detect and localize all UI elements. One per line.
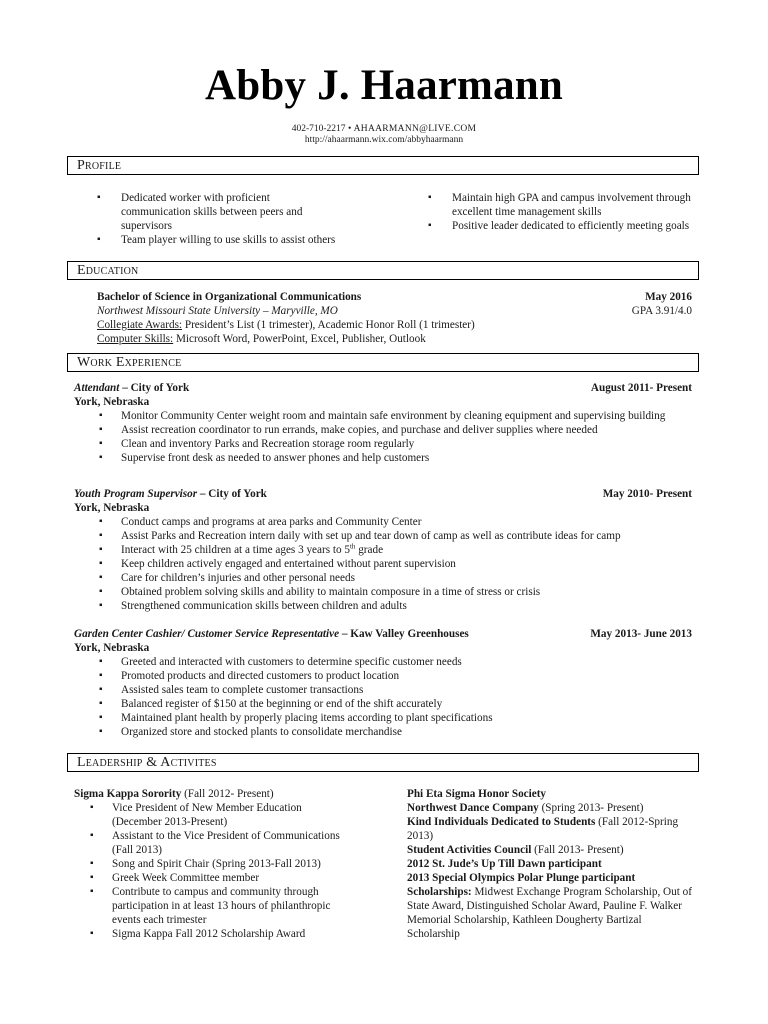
org-date: (Fall 2012- Present): [181, 788, 274, 800]
job-date: May 2013- June 2013: [590, 628, 692, 640]
work-heading-label: Work Experience: [77, 355, 182, 370]
activity-name: Northwest Dance Company: [407, 802, 539, 814]
list-item: ▪ Maintained plant health by properly placing items according to plant specifications: [121, 711, 692, 725]
education-heading-label: Education: [77, 263, 139, 278]
job-role: Attendant: [74, 382, 120, 394]
contact-block: [0, 124, 768, 146]
job-role: Youth Program Supervisor: [74, 488, 198, 500]
list-item: ▪ Maintain high GPA and campus involvement through excellent time management skills: [428, 191, 698, 219]
list-item: [407, 871, 692, 885]
job-role: Garden Center Cashier/ Customer Service Representative: [74, 628, 340, 640]
list-item: ▪ Balanced register of $150 at the beginning or end of the shift accurately: [121, 697, 692, 711]
leadership-heading-label: Leadership & Activites: [77, 755, 217, 770]
list-item: ▪ Sigma Kappa Fall 2012 Scholarship Award: [112, 927, 346, 941]
superscript: th: [349, 542, 356, 551]
job-employer: – City of York: [197, 488, 267, 500]
activity-name: Phi Eta Sigma Honor Society: [407, 788, 547, 800]
education-heading: [67, 261, 699, 280]
list-item: [407, 787, 692, 801]
job-entry: [74, 381, 692, 465]
org-name: Sigma Kappa Sorority: [74, 788, 182, 800]
activity-name: Kind Individuals Dedicated to Students: [407, 816, 596, 828]
awards-text: President’s List (1 trimester), Academic Honor Roll (1 trimester): [182, 319, 475, 331]
job-date: August 2011- Present: [590, 382, 692, 394]
activity-detail: (Spring 2013- Present): [538, 802, 644, 814]
list-item: ▪ Organized store and stocked plants to consolidate merchandise: [121, 725, 692, 739]
list-item: [407, 801, 692, 815]
list-item: ▪ Conduct camps and programs at area parks and Community Center: [121, 515, 692, 529]
job-location: York, Nebraska: [74, 396, 150, 408]
list-item: ▪ Vice President of New Member Education (December 2013-Present): [112, 801, 346, 829]
list-item: ▪ Keep children actively engaged and entertained without parent supervision: [121, 557, 692, 571]
list-item: [407, 885, 692, 941]
degree-title: Bachelor of Science in Organizational Communications: [97, 291, 362, 303]
degree-date: May 2016: [645, 291, 692, 303]
list-item-tail: grade: [355, 544, 384, 556]
list-item: ▪ Song and Spirit Chair (Spring 2013-Fall 2013): [112, 857, 346, 871]
school-name: Northwest Missouri State University – Maryville, MO: [97, 305, 338, 317]
computer-skills: [97, 332, 692, 346]
activity-name: 2013 Special Olympics Polar Plunge participant: [407, 872, 636, 884]
activity-detail: (Fall 2012-Spring 2013): [407, 816, 679, 842]
list-item-text: Interact with 25 children at a time ages 3 years to 5: [121, 544, 350, 556]
skills-text: Microsoft Word, PowerPoint, Excel, Publisher, Outlook: [173, 333, 426, 345]
list-item: [407, 815, 692, 843]
list-item: ▪ Dedicated worker with proficient communication skills between peers and supervisors: [97, 191, 337, 233]
list-item: ▪ Team player willing to use skills to assist others: [97, 233, 337, 247]
activity-name: Student Activities Council: [407, 844, 532, 856]
phone-number: 402-710-2217: [291, 124, 346, 134]
list-item: ▪ Assistant to the Vice President of Communications (Fall 2013): [112, 829, 346, 857]
list-item: ▪ Promoted products and directed customers to product location: [121, 669, 692, 683]
website-link[interactable]: http://ahaarmann.wix.com/abbyhaarmann: [304, 135, 464, 145]
list-item: ▪ Obtained problem solving skills and ability to maintain composure in a time of stress or crisis: [121, 585, 692, 599]
job-entry: [74, 487, 692, 613]
job-employer: – Kaw Valley Greenhouses: [339, 628, 469, 640]
activity-name: Scholarships:: [407, 886, 472, 898]
work-heading: [67, 353, 699, 372]
profile-left-list: [97, 191, 337, 247]
skills-label: Computer Skills:: [97, 333, 174, 345]
job-date: May 2010- Present: [602, 488, 692, 500]
leadership-right-column: [407, 787, 692, 941]
list-item: ▪ Clean and inventory Parks and Recreation storage room regularly: [121, 437, 692, 451]
resume-name: Abby J. Haarmann: [204, 62, 563, 109]
profile-heading: [67, 156, 699, 175]
job-location: York, Nebraska: [74, 502, 150, 514]
profile-right-list: [428, 191, 698, 233]
list-item: ▪ Supervise front desk as needed to answer phones and help customers: [121, 451, 692, 465]
leadership-heading: [67, 753, 699, 772]
job-location: York, Nebraska: [74, 642, 150, 654]
leadership-left-column: [74, 787, 346, 941]
list-item: [121, 543, 692, 557]
profile-heading-label: Profile: [77, 158, 122, 173]
list-item: ▪ Assist recreation coordinator to run errands, make copies, and purchase and deliver supplies where needed: [121, 423, 692, 437]
list-item: ▪ Assisted sales team to complete customer transactions: [121, 683, 692, 697]
email-address[interactable]: AHAARMANN@LIVE.COM: [353, 124, 477, 134]
activity-name: 2012 St. Jude’s Up Till Dawn participant: [407, 858, 602, 870]
education-block: [97, 290, 692, 346]
contact-separator: •: [347, 124, 352, 134]
list-item: ▪ Positive leader dedicated to efficiently meeting goals: [428, 219, 698, 233]
activity-detail: (Fall 2013- Present): [531, 844, 624, 856]
awards-label: Collegiate Awards:: [97, 319, 183, 331]
list-item: ▪ Greek Week Committee member: [112, 871, 346, 885]
collegiate-awards: [97, 318, 692, 332]
list-item: ▪ Monitor Community Center weight room and maintain safe environment by cleaning equipment and supervising building: [121, 409, 692, 423]
gpa: GPA 3.91/4.0: [631, 305, 692, 317]
list-item: ▪ Greeted and interacted with customers to determine specific customer needs: [121, 655, 692, 669]
list-item: [407, 857, 692, 871]
job-entry: [74, 627, 692, 739]
list-item: ▪ Contribute to campus and community through participation in at least 13 hours of philanthropic events each trimester: [112, 885, 346, 927]
list-item: ▪ Strengthened communication skills between children and adults: [121, 599, 692, 613]
list-item: [407, 843, 692, 857]
job-employer: – City of York: [119, 382, 190, 394]
list-item: ▪ Assist Parks and Recreation intern daily with set up and tear down of camp as well as contribute ideas for camp: [121, 529, 692, 543]
activity-detail: Midwest Exchange Program Scholarship, Out of State Award, Distinguished Scholar Award, Pauline F. Walker Memorial Scholarship, Kathleen Dougherty Bartizal Scholarship: [407, 886, 692, 940]
list-item: ▪ Care for children’s injuries and other personal needs: [121, 571, 692, 585]
